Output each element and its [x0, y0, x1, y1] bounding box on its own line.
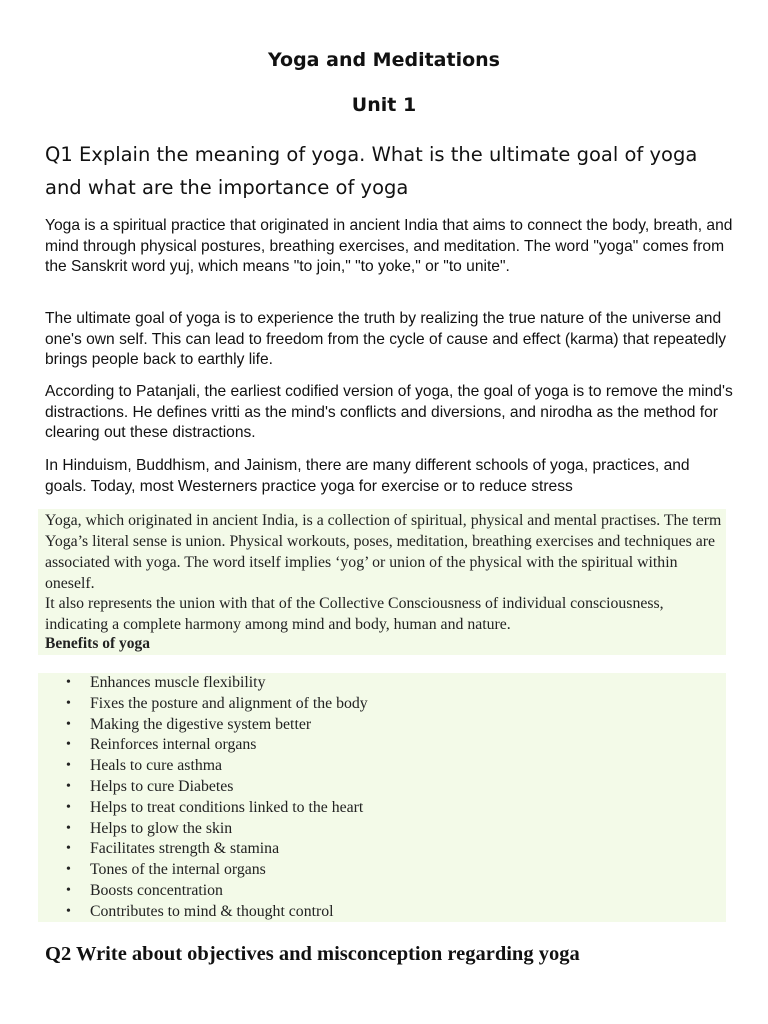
q1-paragraph-2: The ultimate goal of yoga is to experience the truth by realizing the true nature of the universe and one's own self. This can lead to freedom from the cycle of cause and effect (karma) that repeatedly brings people back to earthly life. [45, 310, 727, 368]
unit-title: Unit 1 [351, 94, 417, 116]
list-item: • Helps to glow the skin [90, 819, 368, 840]
benefits-heading: Benefits of yoga [45, 635, 151, 652]
list-item: • Heals to cure asthma [90, 756, 368, 777]
excerpt-paragraph-1: Yoga, which originated in ancient India, is a collection of spiritual, physical and mental practises. The term Yoga’s literal sense is union. Physical workouts, poses, meditation, breathing exercises and techniques are associated with yoga. The word itself implies ‘yog’ or union of the physical with the spiritual within oneself. [45, 512, 722, 592]
list-item: • Boosts concentration [90, 881, 368, 902]
list-item: • Making the digestive system better [90, 715, 368, 736]
benefits-list [45, 673, 368, 923]
document-title: Yoga and Meditations [268, 49, 500, 71]
list-item: • Reinforces internal organs [90, 735, 368, 756]
list-item: • Enhances muscle flexibility [90, 673, 368, 694]
q1-paragraph-3: According to Patanjali, the earliest codified version of yoga, the goal of yoga is to remove the mind's distractions. He defines vritti as the mind's conflicts and diversions, and nirodha as the method for clearing out these distractions. [45, 383, 733, 441]
q1-paragraph-1: Yoga is a spiritual practice that originated in ancient India that aims to connect the body, breath, and mind through physical postures, breathing exercises, and meditation. The word "yoga" comes from the Sanskrit word yuj, which means "to join," "to yoke," or "to unite". [45, 217, 733, 275]
q2-heading: Q2 Write about objectives and misconception regarding yoga [45, 943, 580, 965]
list-item: • Tones of the internal organs [90, 860, 368, 881]
list-item: • Fixes the posture and alignment of the body [90, 694, 368, 715]
list-item: • Helps to cure Diabetes [90, 777, 368, 798]
excerpt-paragraph-2: It also represents the union with that of the Collective Consciousness of individual consciousness, indicating a complete harmony among mind and body, human and nature. [45, 595, 664, 633]
list-item: • Contributes to mind & thought control [90, 902, 368, 923]
q1-heading: Q1 Explain the meaning of yoga. What is the ultimate goal of yoga and what are the importance of yoga [45, 143, 698, 199]
list-item: • Helps to treat conditions linked to the heart [90, 798, 368, 819]
list-item: • Facilitates strength & stamina [90, 839, 368, 860]
q1-paragraph-4: In Hinduism, Buddhism, and Jainism, there are many different schools of yoga, practices, and goals. Today, most Westerners practice yoga for exercise or to reduce stress [45, 457, 690, 495]
